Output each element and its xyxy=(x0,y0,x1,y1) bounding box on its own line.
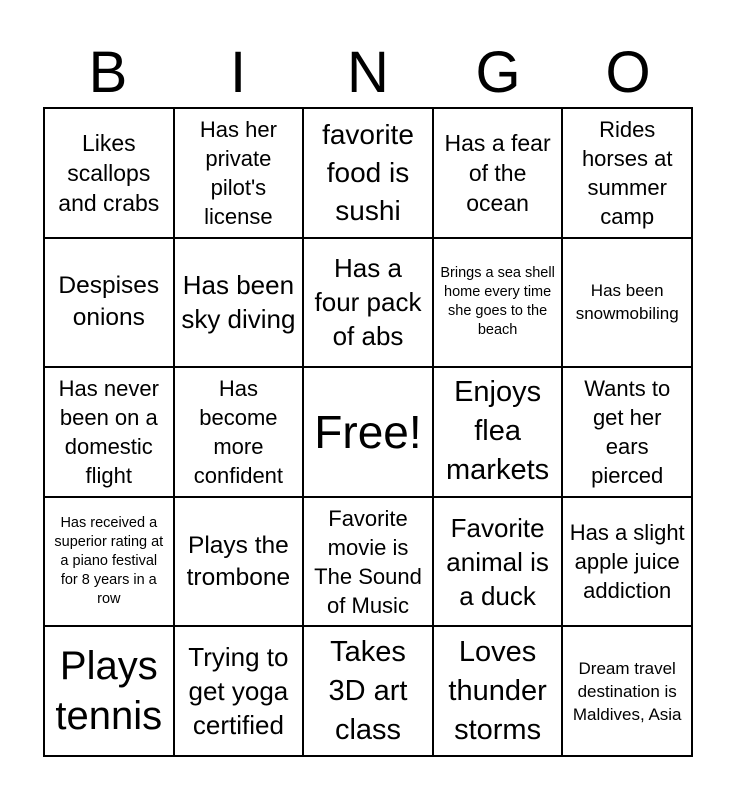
bingo-cell-r3c2[interactable]: Has become more confident xyxy=(174,367,304,497)
bingo-cell-r4c4[interactable]: Favorite animal is a duck xyxy=(433,497,563,627)
bingo-cell-r1c4[interactable]: Has a fear of the ocean xyxy=(433,108,563,238)
bingo-cell-r2c1[interactable]: Despises onions xyxy=(44,238,174,368)
bingo-cell-r2c2[interactable]: Has been sky diving xyxy=(174,238,304,368)
bingo-cell-r5c1[interactable]: Plays tennis xyxy=(44,626,174,756)
bingo-cell-r1c2[interactable]: Has her private pilot's license xyxy=(174,108,304,238)
header-letter-i: I xyxy=(229,40,247,105)
header-letter-g: G xyxy=(475,40,521,105)
bingo-grid xyxy=(43,107,693,757)
bingo-cell-r5c4[interactable]: Loves thunder storms xyxy=(433,626,563,756)
header-letter-o: O xyxy=(605,40,651,105)
bingo-cell-r3c4[interactable]: Enjoys flea markets xyxy=(433,367,563,497)
bingo-cell-r4c1[interactable]: Has received a superior rating at a piano festival for 8 years in a row xyxy=(44,497,174,627)
bingo-cell-r1c1[interactable]: Likes scallops and crabs xyxy=(44,108,174,238)
header-letter-n: N xyxy=(347,40,389,105)
bingo-cell-r5c3[interactable]: Takes 3D art class xyxy=(303,626,433,756)
bingo-cell-r4c5[interactable]: Has a slight apple juice addiction xyxy=(562,497,692,627)
bingo-cell-r3c1[interactable]: Has never been on a domestic flight xyxy=(44,367,174,497)
bingo-cell-r2c4[interactable]: Brings a sea shell home every time she goes to the beach xyxy=(433,238,563,368)
bingo-cell-free[interactable]: Free! xyxy=(303,367,433,497)
bingo-cell-r1c3[interactable]: favorite food is sushi xyxy=(303,108,433,238)
bingo-cell-r2c3[interactable]: Has a four pack of abs xyxy=(303,238,433,368)
bingo-cell-r1c5[interactable]: Rides horses at summer camp xyxy=(562,108,692,238)
bingo-cell-r4c2[interactable]: Plays the trombone xyxy=(174,497,304,627)
bingo-cell-r5c5[interactable]: Dream travel destination is Maldives, Asia xyxy=(562,626,692,756)
header-letter-b: B xyxy=(88,40,128,105)
bingo-cell-r4c3[interactable]: Favorite movie is The Sound of Music xyxy=(303,497,433,627)
bingo-header xyxy=(43,40,693,106)
bingo-cell-r2c5[interactable]: Has been snowmobiling xyxy=(562,238,692,368)
bingo-cell-r5c2[interactable]: Trying to get yoga certified xyxy=(174,626,304,756)
bingo-cell-r3c5[interactable]: Wants to get her ears pierced xyxy=(562,367,692,497)
